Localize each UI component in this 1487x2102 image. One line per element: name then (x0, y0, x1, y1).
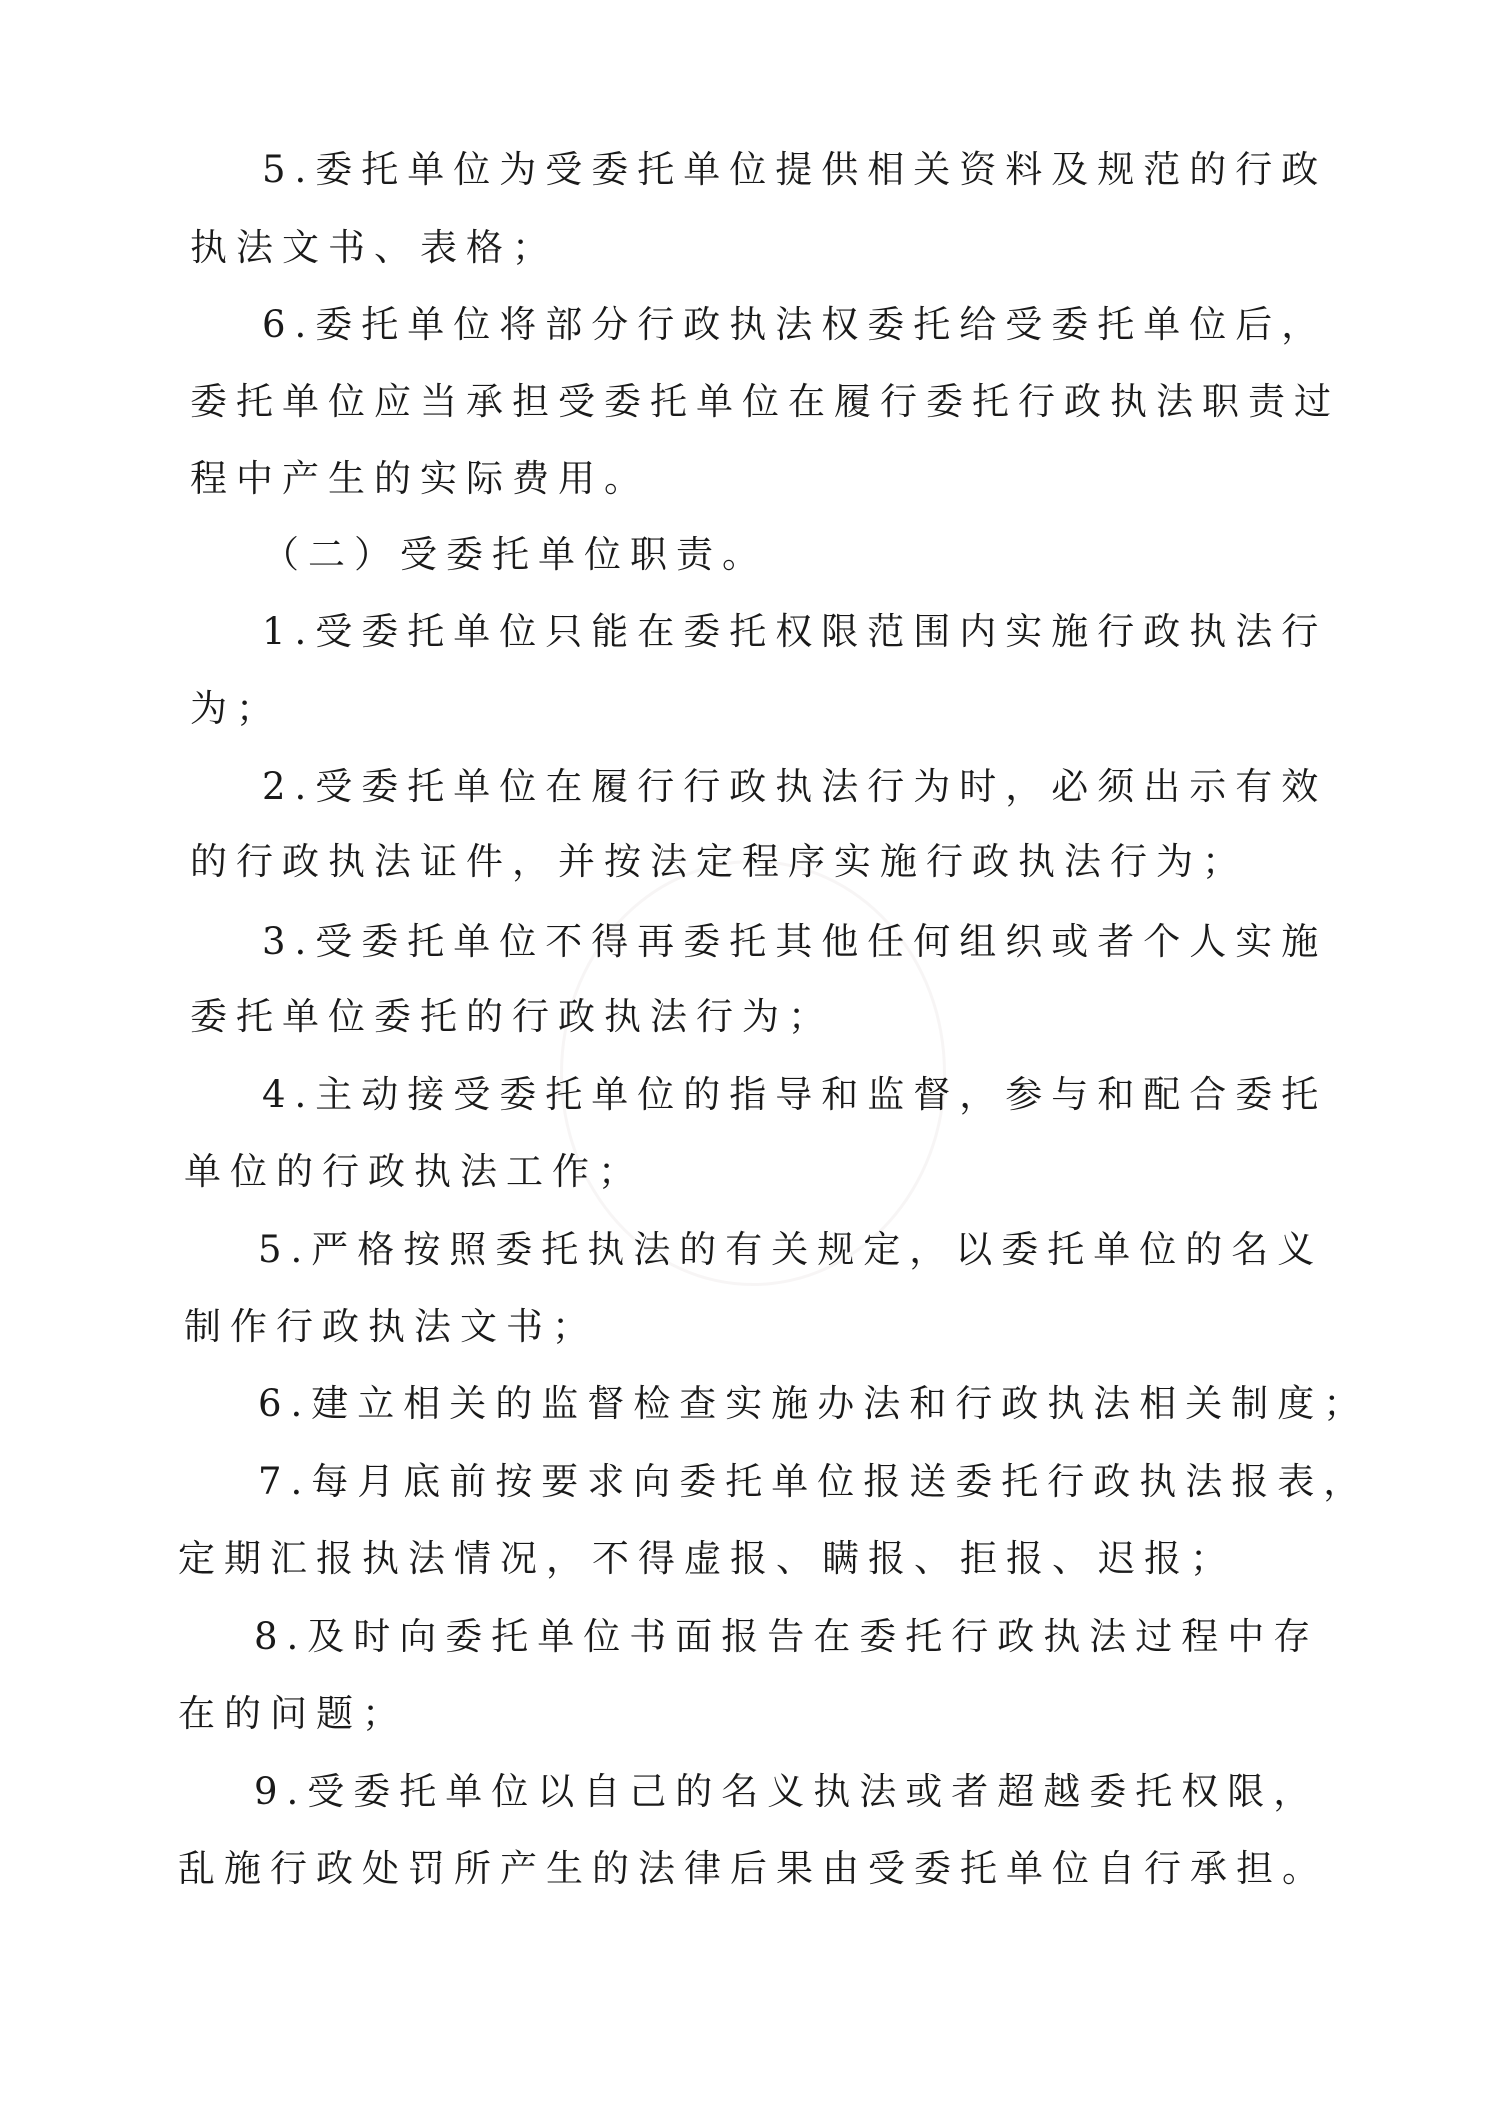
paragraph-line: 4.主动接受委托单位的指导和监督，参与和配合委托 (262, 1073, 1328, 1116)
paragraph-line: 制作行政执法文书； (184, 1305, 598, 1348)
paragraph-line: 乱施行政处罚所产生的法律后果由受委托单位自行承担。 (178, 1847, 1328, 1890)
paragraph-line: 5.严格按照委托执法的有关规定，以委托单位的名义 (258, 1228, 1324, 1271)
paragraph-line: 单位的行政执法工作； (184, 1150, 644, 1193)
paragraph-line: 为； (190, 687, 282, 730)
paragraph-line: 8.及时向委托单位书面报告在委托行政执法过程中存 (254, 1615, 1320, 1658)
paragraph-line: 1.受委托单位只能在委托权限范围内实施行政执法行 (262, 610, 1328, 653)
paragraph-line: 6.委托单位将部分行政执法权委托给受委托单位后， (262, 303, 1328, 346)
paragraph-line: 6.建立相关的监督检查实施办法和行政执法相关制度； (258, 1382, 1370, 1425)
paragraph-line: 2.受委托单位在履行行政执法行为时，必须出示有效 (262, 765, 1328, 808)
paragraph-line: 9.受委托单位以自己的名义执法或者超越委托权限， (254, 1770, 1320, 1813)
paragraph-line: 的行政执法证件，并按法定程序实施行政执法行为； (190, 840, 1248, 883)
paragraph-line: 7.每月底前按要求向委托单位报送委托行政执法报表， (258, 1460, 1370, 1503)
paragraph-line: 委托单位应当承担受委托单位在履行委托行政执法职责过 (190, 380, 1340, 423)
paragraph-line: 在的问题； (178, 1692, 408, 1735)
paragraph-line: 5.委托单位为受委托单位提供相关资料及规范的行政 (262, 148, 1328, 191)
paragraph-line: 3.受委托单位不得再委托其他任何组织或者个人实施 (262, 920, 1328, 963)
section-heading: （二）受委托单位职责。 (262, 533, 768, 576)
paragraph-line: 委托单位委托的行政执法行为； (190, 995, 834, 1038)
paragraph-line: 定期汇报执法情况，不得虚报、瞒报、拒报、迟报； (178, 1537, 1236, 1580)
paragraph-line: 程中产生的实际费用。 (190, 457, 650, 500)
paragraph-line: 执法文书、表格； (190, 226, 558, 269)
